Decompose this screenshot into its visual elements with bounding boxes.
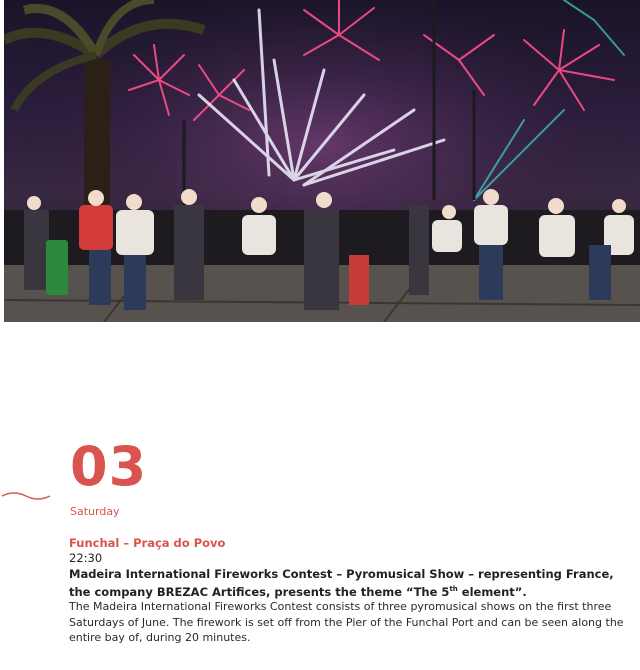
headline-suffix: element”.	[457, 584, 527, 599]
headline-prefix: Madeira International Fireworks Contest – Pyromusical Show – representing France, the company BREZAC Artifices, presents the theme “The 5	[69, 567, 614, 599]
fireworks-photo	[4, 0, 640, 322]
day-name: Saturday	[70, 505, 120, 518]
day-number: 03	[70, 435, 148, 498]
fireworks-scene	[4, 0, 640, 322]
event-location: Funchal – Praça do Povo	[69, 536, 226, 550]
event-time: 22:30	[69, 551, 103, 565]
decorative-wave-line	[0, 488, 52, 504]
event-description: The Madeira International Fireworks Contest consists of three pyromusical shows on the first three Saturdays of June. The firework is set off from the Pier of the Funchal Port and can be seen along the entire bay of, during 20 minutes.	[69, 600, 624, 644]
headline-superscript: th	[449, 585, 458, 593]
event-headline	[69, 567, 629, 600]
